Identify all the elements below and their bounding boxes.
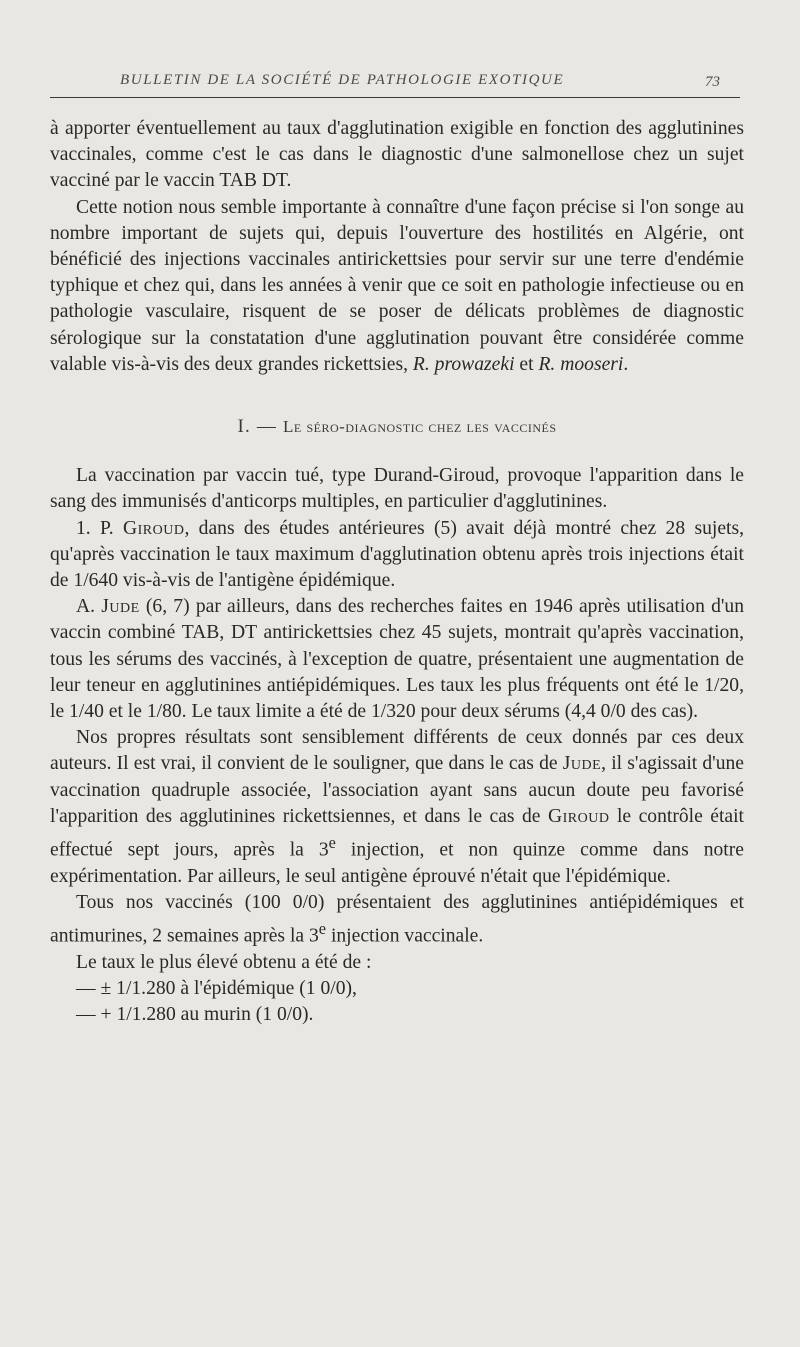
author-name: Giroud bbox=[548, 805, 610, 827]
paragraph-vaccines bbox=[50, 890, 744, 950]
punctuation: . bbox=[623, 353, 629, 375]
paragraph-text: Tous nos vaccinés (100 0/0) présentaient des agglutinines antiépidémiques et antimurines, 2 semaines après la 3 bbox=[50, 892, 744, 947]
paragraph-highest-rate: Le taux le plus élevé obtenu a été de : bbox=[76, 951, 372, 973]
result-line: — ± 1/1.280 à l'épidémique (1 0/0), bbox=[76, 978, 357, 1000]
page-header bbox=[50, 66, 750, 100]
superscript: e bbox=[318, 919, 327, 939]
paragraph-text: , il s'agissait d'une vaccination quadruple associée, l'association ayant sans aucun doute peu favorisé l'apparition des agglutinines rickettsiennes, et dans le cas de bbox=[50, 753, 744, 827]
article-body bbox=[50, 116, 744, 1029]
paragraph-continuation: à apporter éventuellement au taux d'agglutination exigible en fonction des agglutinines vaccinales, comme c'est le cas dans le diagnostic d'une salmonellose chez un sujet vacciné par le vaccin TAB DT. bbox=[50, 118, 744, 192]
paragraph-giroud bbox=[50, 516, 744, 595]
conjunction: et bbox=[514, 353, 539, 375]
running-title: BULLETIN DE LA SOCIÉTÉ DE PATHOLOGIE EXOTIQUE bbox=[120, 72, 565, 88]
paragraph-lead: 1. P. bbox=[76, 517, 123, 539]
author-name: Jude bbox=[101, 596, 140, 618]
paragraph-text: Nos propres résultats sont sensiblement différents de ceux donnés par ces deux auteurs. Il est vrai, il convient de le souligner, que dans le cas de bbox=[50, 727, 744, 775]
paragraph-text: injection vaccinale. bbox=[326, 925, 484, 947]
paragraph-text: (6, 7) par ailleurs, dans des recherches faites en 1946 après utilisation d'un vaccin combiné TAB, DT antirickettsies chez 45 sujets, montrait qu'après vaccination, tous les sérums des vaccinés, à l'exception de quatre, présentaient une augmentation de leur teneur en agglutinines antiépidémiques. Les taux les plus fréquents ont été le 1/20, le 1/40 et le 1/80. Le taux limite a été de 1/320 pour deux sérums (4,4 0/0 des cas). bbox=[50, 596, 745, 723]
superscript: e bbox=[328, 833, 336, 853]
paragraph-text: le contrôle était effectué sept jours, après la 3 bbox=[50, 805, 744, 861]
paragraph-lead: A. bbox=[76, 596, 102, 618]
page-number: 73 bbox=[705, 74, 720, 90]
paragraph-text: , dans des études antérieures (5) avait déjà montré chez 28 sujets, qu'après vaccination le taux maximum d'agglutination obtenu après trois injections était de 1/640 vis-à-vis de l'antigène épidémique. bbox=[50, 517, 744, 592]
section-heading bbox=[50, 414, 744, 440]
paragraph-notion bbox=[50, 195, 744, 378]
species-name: R. mooseri bbox=[538, 353, 624, 375]
author-name: Jude bbox=[562, 753, 602, 775]
paragraph-vaccination: La vaccination par vaccin tué, type Durand-Giroud, provoque l'apparition dans le sang des immunisés d'anticorps multiples, en particulier d'agglutinines. bbox=[50, 465, 744, 513]
species-name: R. prowazeki bbox=[412, 353, 515, 375]
paragraph-text: Cette notion nous semble importante à connaître d'une façon précise si l'on songe au nombre important de sujets qui, depuis l'ouverture des hostilités en Algérie, ont bénéficié des injections vaccinales antirickettsies pour servir sur une terre d'endémie typhique et chez qui, dans les années à venir que ce soit en pathologie infectieuse ou en pathologie vasculaire, risquent de se poser de délicats problèmes de diagnostic sérologique sur la constatation d'une agglutination pouvant être considérée comme valable vis-à-vis des deux grandes rickettsies, bbox=[50, 196, 744, 375]
header-rule bbox=[50, 97, 740, 98]
result-line: — + 1/1.280 au murin (1 0/0). bbox=[76, 1004, 314, 1026]
paragraph-jude bbox=[50, 594, 744, 725]
paragraph-text: injection, et non quinze comme dans notre expérimentation. Par ailleurs, le seul antigène éprouvé n'était que l'épidémique. bbox=[50, 839, 744, 887]
section-title: Le séro-diagnostic chez les vaccinés bbox=[283, 417, 557, 437]
author-name: Giroud bbox=[122, 517, 185, 539]
section-number: I. — bbox=[237, 416, 284, 438]
paragraph-results bbox=[50, 725, 744, 890]
